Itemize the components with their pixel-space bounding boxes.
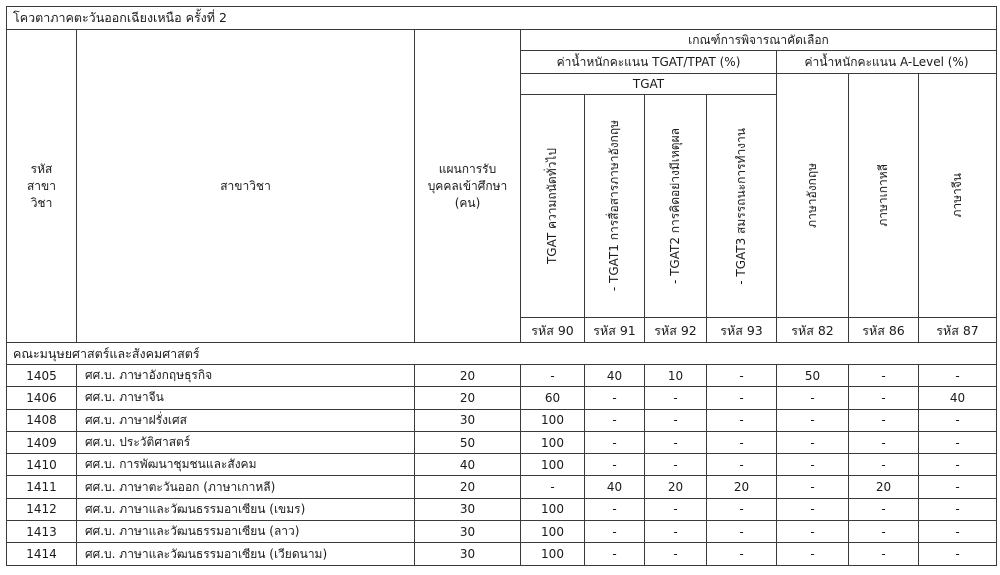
row-score: - (645, 454, 707, 476)
table-row (7, 409, 997, 431)
row-quota: 20 (415, 476, 521, 498)
row-score: - (777, 409, 849, 431)
table-row (7, 387, 997, 409)
row-score: 100 (521, 498, 585, 520)
row-score: - (919, 431, 997, 453)
row-score: 100 (521, 409, 585, 431)
subject-header (645, 95, 707, 318)
header-alevel-weight: ค่าน้ำหนักคะแนน A-Level (%) (777, 51, 997, 74)
row-quota: 30 (415, 543, 521, 565)
row-major: ศศ.บ. ภาษาอังกฤษธุรกิจ (77, 365, 415, 387)
row-code: 1414 (7, 543, 77, 565)
table-row (7, 454, 997, 476)
row-score: - (585, 454, 645, 476)
header-criteria: เกณฑ์การพิจารณาคัดเลือก (521, 30, 997, 51)
header-tgat: TGAT (521, 74, 777, 95)
row-score: - (919, 454, 997, 476)
row-score: - (585, 387, 645, 409)
row-score: - (777, 521, 849, 543)
row-major: ศศ.บ. ภาษาจีน (77, 387, 415, 409)
faculty-name: คณะมนุษยศาสตร์และสังคมศาสตร์ (7, 343, 997, 365)
row-major: ศศ.บ. ภาษาฝรั่งเศส (77, 409, 415, 431)
row-score: - (849, 431, 919, 453)
subject-name: ภาษาจีน (950, 173, 964, 218)
row-score: - (919, 476, 997, 498)
row-score: - (707, 543, 777, 565)
row-score: - (645, 543, 707, 565)
row-quota: 20 (415, 387, 521, 409)
row-score: - (645, 387, 707, 409)
table-row (7, 365, 997, 387)
row-score: 10 (645, 365, 707, 387)
subject-code: รหัส 93 (707, 318, 777, 343)
row-score: - (707, 365, 777, 387)
subject-code: รหัส 91 (585, 318, 645, 343)
subject-header (707, 95, 777, 318)
row-score: - (585, 543, 645, 565)
row-score: - (849, 365, 919, 387)
subject-header (777, 74, 849, 318)
row-score: - (645, 498, 707, 520)
row-major: ศศ.บ. ประวัติศาสตร์ (77, 431, 415, 453)
row-score: - (849, 454, 919, 476)
row-score: 100 (521, 431, 585, 453)
row-score: 40 (585, 476, 645, 498)
row-score: - (521, 476, 585, 498)
row-quota: 40 (415, 454, 521, 476)
subject-code: รหัส 82 (777, 318, 849, 343)
row-score: 60 (521, 387, 585, 409)
table-row (7, 431, 997, 453)
row-code: 1413 (7, 521, 77, 543)
row-major: ศศ.บ. ภาษาและวัฒนธรรมอาเซียน (ลาว) (77, 521, 415, 543)
row-score: 20 (707, 476, 777, 498)
row-score: - (849, 521, 919, 543)
row-score: 100 (521, 454, 585, 476)
row-score: 40 (919, 387, 997, 409)
row-quota: 30 (415, 409, 521, 431)
row-score: - (849, 409, 919, 431)
row-score: - (777, 498, 849, 520)
subject-name: - TGAT1 การสื่อสารภาษาอังกฤษ (607, 120, 621, 292)
row-score: - (707, 521, 777, 543)
header-tgat-tpat-weight: ค่าน้ำหนักคะแนน TGAT/TPAT (%) (521, 51, 777, 74)
subject-name: ภาษาเกาหลี (876, 164, 890, 227)
row-score: - (707, 454, 777, 476)
subject-name: - TGAT2 การคิดอย่างมีเหตุผล (668, 127, 682, 285)
row-score: - (645, 409, 707, 431)
subject-code: รหัส 87 (919, 318, 997, 343)
row-major: ศศ.บ. ภาษาและวัฒนธรรมอาเซียน (เวียดนาม) (77, 543, 415, 565)
subject-name: - TGAT3 สมรรถนะการทำงาน (734, 127, 748, 285)
row-score: - (777, 454, 849, 476)
row-score: - (919, 498, 997, 520)
row-score: - (707, 409, 777, 431)
row-code: 1412 (7, 498, 77, 520)
row-score: 40 (585, 365, 645, 387)
subject-header (849, 74, 919, 318)
row-score: - (777, 387, 849, 409)
row-code: 1410 (7, 454, 77, 476)
row-score: 100 (521, 543, 585, 565)
row-quota: 20 (415, 365, 521, 387)
header-quota: แผนการรับ บุคคลเข้าศึกษา (คน) (415, 30, 521, 343)
row-score: 20 (645, 476, 707, 498)
row-major: ศศ.บ. ภาษาตะวันออก (ภาษาเกาหลี) (77, 476, 415, 498)
row-score: - (645, 431, 707, 453)
row-score: - (645, 521, 707, 543)
subject-name: TGAT ความถนัดทั่วไป (545, 147, 559, 265)
quota-table (6, 6, 997, 566)
header-code: รหัส สาขาวิชา (7, 30, 77, 343)
table-title: โควตาภาคตะวันออกเฉียงเหนือ ครั้งที่ 2 (7, 7, 997, 30)
row-code: 1406 (7, 387, 77, 409)
subject-name: ภาษาอังกฤษ (805, 163, 819, 228)
row-score: - (777, 431, 849, 453)
row-score: - (777, 543, 849, 565)
subject-header (585, 95, 645, 318)
row-score: - (849, 543, 919, 565)
subject-header (919, 74, 997, 318)
row-quota: 30 (415, 498, 521, 520)
row-score: 50 (777, 365, 849, 387)
subject-code: รหัส 92 (645, 318, 707, 343)
row-major: ศศ.บ. การพัฒนาชุมชนและสังคม (77, 454, 415, 476)
header-major: สาขาวิชา (77, 30, 415, 343)
row-score: - (849, 498, 919, 520)
table-row (7, 543, 997, 565)
row-score: - (585, 409, 645, 431)
row-score: - (707, 431, 777, 453)
subject-code: รหัส 90 (521, 318, 585, 343)
table-row (7, 498, 997, 520)
subject-code: รหัส 86 (849, 318, 919, 343)
row-score: - (849, 387, 919, 409)
row-score: 20 (849, 476, 919, 498)
row-major: ศศ.บ. ภาษาและวัฒนธรรมอาเซียน (เขมร) (77, 498, 415, 520)
row-score: - (919, 409, 997, 431)
row-score: - (585, 431, 645, 453)
subject-header (521, 95, 585, 318)
row-score: - (919, 365, 997, 387)
row-score: - (777, 476, 849, 498)
row-code: 1409 (7, 431, 77, 453)
row-score: - (707, 498, 777, 520)
row-quota: 50 (415, 431, 521, 453)
row-score: - (919, 521, 997, 543)
table-row (7, 521, 997, 543)
row-score: - (585, 521, 645, 543)
row-score: - (707, 387, 777, 409)
row-code: 1408 (7, 409, 77, 431)
row-score: - (585, 498, 645, 520)
row-score: - (521, 365, 585, 387)
row-quota: 30 (415, 521, 521, 543)
row-code: 1405 (7, 365, 77, 387)
row-score: - (919, 543, 997, 565)
row-code: 1411 (7, 476, 77, 498)
row-score: 100 (521, 521, 585, 543)
table-row (7, 476, 997, 498)
